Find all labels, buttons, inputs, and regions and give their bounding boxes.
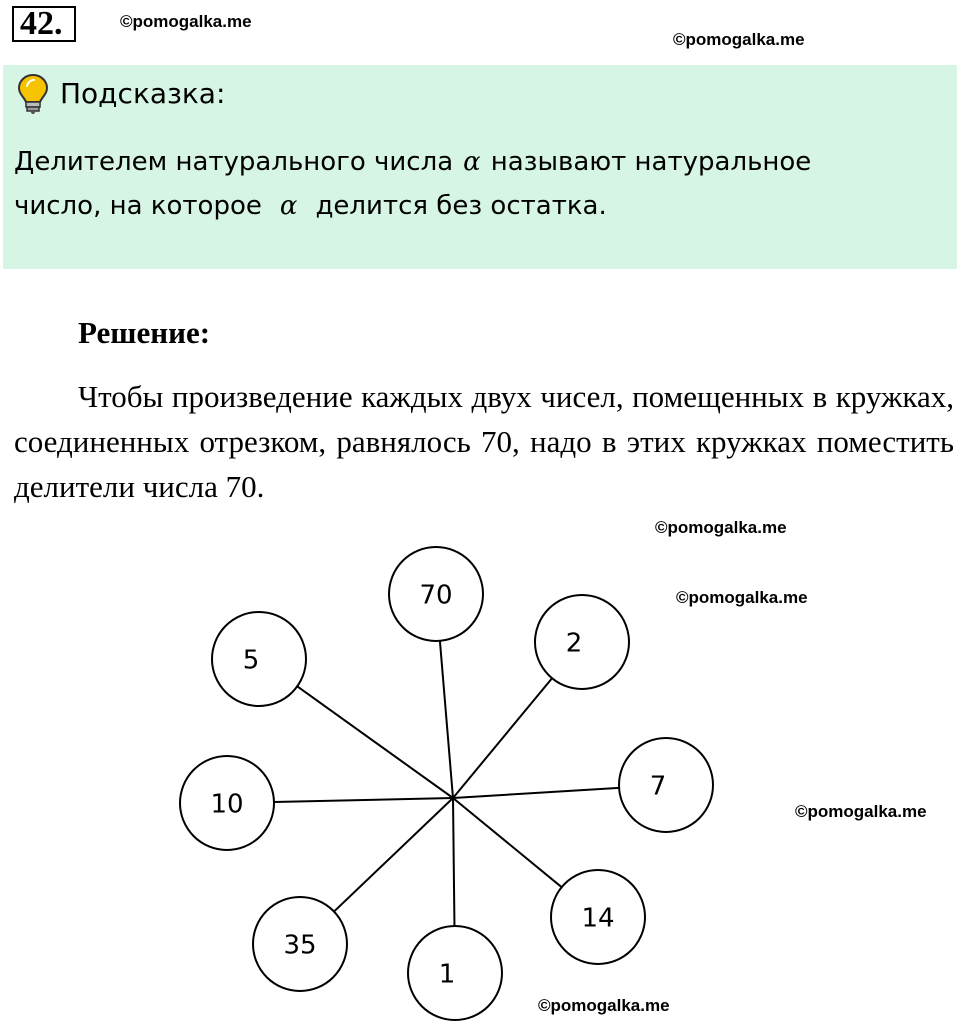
diagram-node (619, 738, 713, 832)
node-label: 7 (649, 771, 667, 802)
hint-line-2-start: число, на которое (14, 191, 262, 221)
diagram-node (551, 870, 645, 964)
watermark: ©pomogalka.me (538, 996, 670, 1015)
watermark: ©pomogalka.me (673, 30, 805, 49)
hint-line-1-start: Делителем натурального числа (14, 147, 454, 177)
diagram-node (408, 926, 502, 1020)
hint-title: Подсказка: (60, 77, 226, 110)
diagram-segment (440, 641, 453, 798)
node-label: 1 (438, 959, 456, 990)
diagram-node (180, 756, 274, 850)
diagram-node (212, 612, 306, 706)
hint-line-1-end: называют натуральное (490, 147, 812, 177)
diagram-nodes (180, 547, 713, 1020)
node-label: 5 (242, 645, 260, 676)
watermark: ©pomogalka.me (795, 802, 927, 821)
node-label: 10 (210, 789, 244, 820)
diagram-node (253, 897, 347, 991)
watermark: ©pomogalka.me (676, 588, 808, 607)
watermark: ©pomogalka.me (120, 12, 252, 31)
hint-line-2-end: делится без остатка. (315, 191, 607, 221)
diagram-segment (453, 798, 562, 887)
watermark: ©pomogalka.me (655, 518, 787, 537)
node-label: 35 (283, 930, 317, 961)
diagram-node (389, 547, 483, 641)
diagram-segment (334, 798, 453, 912)
node-label: 14 (581, 903, 615, 934)
variable-alpha: α (279, 191, 298, 221)
diagram-segment (453, 798, 454, 926)
diagram-segment (453, 678, 552, 798)
variable-alpha: α (463, 147, 481, 177)
diagram-segment (297, 686, 453, 798)
solution-text: Чтобы произведение каждых двух чисел, помещенных в кружках, соединенных отрезком, равнялось 70, надо в этих кружках поместить делители числа 70. (14, 379, 954, 504)
solution-title: Решение: (78, 315, 211, 350)
problem-number: 42. (12, 6, 76, 42)
diagram-node (535, 595, 629, 689)
diagram-segment (274, 798, 453, 802)
node-label: 70 (419, 580, 453, 611)
diagram-segment (453, 788, 619, 798)
node-label: 2 (565, 628, 583, 659)
